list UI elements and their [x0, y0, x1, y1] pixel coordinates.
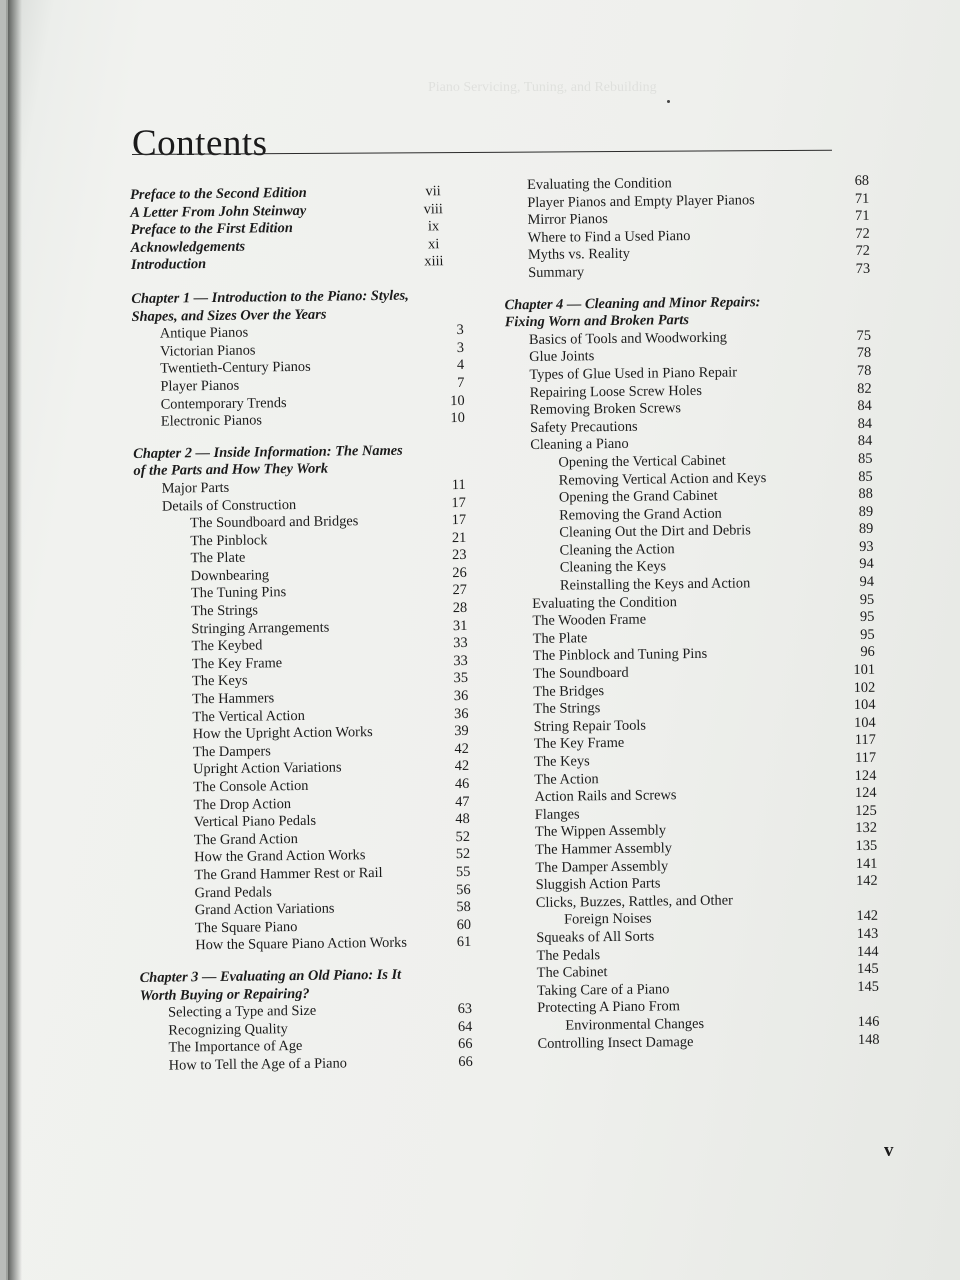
toc-entry: Environmental Changes 146 [565, 1013, 880, 1034]
toc-entry: The Bridges 102 [533, 679, 876, 700]
toc-entry: Major Parts 11 [161, 476, 466, 497]
toc-entry: The Soundboard 101 [532, 661, 876, 682]
toc-entry: Controlling Insect Damage 148 [537, 1031, 880, 1052]
toc-entry: Squeaks of All Sorts 143 [536, 925, 879, 946]
toc-entry: How the Square Piano Action Works 61 [195, 934, 472, 954]
toc-entry: Electronic Pianos 10 [160, 410, 465, 430]
toc-entry: Downbearing 26 [190, 564, 467, 585]
toc-entry: Cleaning the Action 93 [559, 538, 874, 559]
page-number: v [884, 1140, 894, 1161]
toc-entry: Types of Glue Used in Piano Repair 78 [529, 362, 872, 383]
toc-entry: Grand Action Variations 58 [194, 899, 471, 919]
toc-entry: Antique Pianos 3 [159, 322, 464, 342]
toc-entry: Upright Action Variations 42 [193, 758, 470, 778]
toc-entry: The Vertical Action 36 [192, 705, 469, 725]
toc-entry: The Keybed 33 [191, 635, 468, 655]
toc-entry: The Action 124 [534, 767, 877, 788]
toc-entry: Taking Care of a Piano 145 [536, 978, 880, 999]
chapter-4-entries [529, 328, 880, 1053]
toc-entry: Mirror Pianos 71 [527, 208, 870, 229]
toc-entry: Sluggish Action Parts 142 [535, 872, 878, 894]
toc-entry: Basics of Tools and Woodworking 75 [528, 327, 872, 348]
toc-entry: Vertical Piano Pedals 48 [193, 811, 470, 831]
toc-entry: Protecting A Piano From [537, 998, 680, 1017]
toc-entry: Action Rails and Screws 124 [534, 784, 877, 806]
toc-entry: Acknowledgements xi [130, 236, 440, 256]
toc-entry: Twentieth-Century Pianos 4 [160, 357, 465, 377]
toc-entry: The Tuning Pins 27 [190, 582, 468, 602]
toc-entry: Recognizing Quality 64 [168, 1018, 473, 1039]
toc-entry: The Dampers 42 [192, 740, 469, 761]
toc-entry: Cleaning Out the Dirt and Debris 89 [559, 521, 874, 541]
toc-entry: Grand Pedals 56 [194, 881, 471, 901]
toc-entry: Evaluating the Condition 68 [527, 172, 870, 193]
toc-entry: Cleaning a Piano 84 [530, 433, 873, 454]
toc-left-column [130, 183, 473, 1075]
ink-speck [667, 100, 670, 103]
toc-entry: How the Grand Action Works 52 [194, 846, 471, 866]
chapter-3-heading: Chapter 3 — Evaluating an Old Piano: Is It Worth Buying or Repairing? [139, 966, 402, 1004]
toc-entry: Glue Joints 78 [529, 345, 872, 366]
toc-entry: The Plate 23 [190, 547, 467, 567]
toc-entry: The Wooden Frame 95 [532, 609, 875, 630]
toc-entry: The Key Frame 33 [191, 652, 468, 673]
toc-entry: Removing the Grand Action 89 [559, 503, 874, 524]
toc-entry: The Hammers 36 [192, 687, 469, 708]
toc-entry: The Wippen Assembly 132 [534, 820, 878, 841]
toc-entry: Opening the Vertical Cabinet 85 [558, 450, 873, 471]
toc-entry: Preface to the First Edition ix [130, 218, 440, 239]
toc-entry: Details of Construction 17 [161, 494, 466, 515]
toc-entry: Stringing Arrangements 31 [191, 617, 468, 637]
toc-entry: Summary 73 [528, 260, 871, 281]
toc-entry: Reinstalling the Keys and Action 94 [559, 573, 875, 594]
toc-entry: Victorian Pianos 3 [159, 339, 465, 360]
chapter-4-heading: Chapter 4 — Cleaning and Minor Repairs: Fixing Worn and Broken Parts [504, 293, 761, 331]
toc-entry: String Repair Tools 104 [533, 714, 876, 735]
toc-entry: Player Pianos and Empty Player Pianos 71 [527, 190, 870, 211]
toc-entry: Flanges 125 [534, 802, 877, 823]
toc-entry: The Drop Action 47 [193, 793, 470, 813]
toc-entry: Removing Broken Screws 84 [529, 397, 872, 419]
chapter-1-entries [132, 322, 465, 432]
chapter-3-continued [527, 173, 870, 283]
binding-shadow [8, 0, 22, 1280]
toc-entry: The Strings 28 [191, 599, 468, 620]
toc-entry: How to Tell the Age of a Piano 66 [168, 1053, 473, 1074]
toc-entry: The Plate 95 [532, 626, 875, 647]
toc-entry: Repairing Loose Screw Holes 82 [529, 380, 872, 401]
toc-entry: The Cabinet 145 [536, 960, 879, 982]
toc-entry: The Pedals 144 [536, 943, 879, 964]
toc-entry: A Letter From John Steinway viii [130, 200, 443, 221]
toc-entry: Clicks, Buzzes, Rattles, and Other [535, 892, 733, 911]
toc-entry: How the Upright Action Works 39 [192, 723, 469, 743]
toc-entry: Introduction xiii [130, 253, 444, 274]
toc-entry: The Grand Action 52 [193, 828, 471, 849]
book-page [6, 0, 960, 1280]
toc-entry: The Grand Hammer Rest or Rail 55 [194, 863, 471, 884]
toc-entry: Player Pianos 7 [160, 374, 465, 395]
toc-entry: Safety Precautions 84 [529, 415, 873, 436]
toc-entry: The Soundboard and Bridges 17 [190, 512, 467, 532]
toc-entry: The Damper Assembly 141 [535, 855, 878, 876]
toc-entry: The Square Piano 60 [194, 916, 472, 937]
bleed-through-header: Piano Servicing, Tuning, and Rebuilding [428, 80, 657, 95]
toc-entry: The Pinblock 21 [190, 529, 467, 549]
toc-entry: Contemporary Trends 10 [160, 392, 465, 413]
page-title: Contents [132, 123, 268, 164]
toc-entry: The Keys 35 [191, 670, 469, 690]
toc-entry: The Keys 117 [534, 749, 877, 770]
chapter-2-heading: Chapter 2 — Inside Information: The Names of the Parts and How They Work [133, 442, 403, 480]
toc-entry: The Key Frame 117 [533, 732, 877, 753]
toc-entry: Preface to the Second Edition vii [130, 183, 441, 203]
toc-entry: The Strings 104 [533, 697, 876, 718]
toc-entry: The Hammer Assembly 135 [535, 837, 878, 858]
chapter-2-entries [134, 477, 472, 956]
chapter-1-heading: Chapter 1 — Introduction to the Piano: Styles, Shapes, and Sizes Over the Years [131, 287, 409, 325]
toc-entry: Myths vs. Reality 72 [527, 243, 871, 264]
toc-entry: Foreign Noises 142 [563, 908, 879, 928]
toc-entry: Removing Vertical Action and Keys 85 [558, 468, 873, 489]
toc-entry: Evaluating the Condition 95 [532, 591, 875, 612]
toc-entry: Where to Find a Used Piano 72 [527, 225, 870, 246]
toc-entry: Selecting a Type and Size 63 [167, 1001, 473, 1021]
toc-right-column [504, 172, 880, 1053]
toc-entry: Opening the Grand Cabinet 88 [558, 485, 873, 506]
chapter-3-entries [140, 1001, 473, 1075]
toc-entry: The Pinblock and Tuning Pins 96 [532, 644, 875, 665]
front-matter-list [130, 183, 463, 275]
toc-entry: Cleaning the Keys 94 [559, 556, 874, 577]
toc-entry: The Console Action 46 [193, 775, 470, 796]
toc-entry: The Importance of Age 66 [168, 1036, 473, 1056]
